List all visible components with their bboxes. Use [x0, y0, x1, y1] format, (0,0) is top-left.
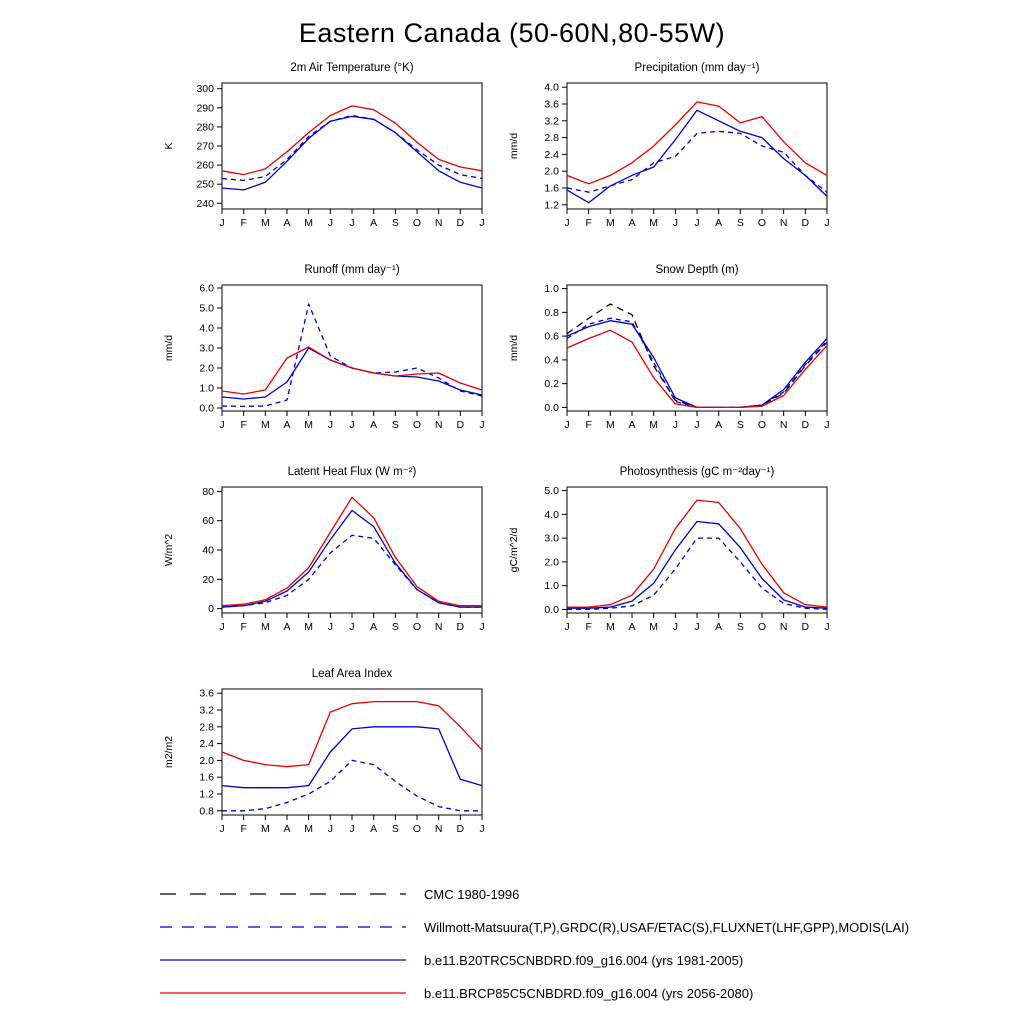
series-line-blue-solid	[222, 510, 482, 607]
x-tick-label: J	[349, 823, 355, 835]
x-tick-label: F	[240, 621, 247, 633]
y-tick-label: 300	[196, 83, 214, 96]
x-tick-label: S	[391, 621, 399, 633]
x-tick-label: J	[672, 419, 678, 431]
x-tick-label: J	[219, 419, 225, 431]
x-tick-label: J	[694, 217, 700, 229]
x-tick-label: O	[412, 823, 422, 835]
x-tick-label: J	[349, 419, 355, 431]
y-tick-label: 5.0	[544, 485, 559, 498]
y-tick-label: 3.2	[544, 115, 559, 128]
chart-latent-heat-flux-plot	[156, 461, 491, 657]
y-tick-label: 2.8	[544, 132, 559, 145]
x-tick-label: M	[304, 217, 314, 229]
chart-photosynthesis-title: Photosynthesis (gC m⁻²day⁻¹)	[619, 466, 775, 478]
x-tick-label: J	[694, 621, 700, 633]
y-tick-label: 0.8	[199, 805, 214, 818]
y-tick-label: 3.2	[199, 704, 214, 717]
chart-latent-heat-flux-ylabel: W/m^2	[163, 533, 175, 567]
y-tick-label: 3.0	[544, 532, 559, 545]
x-tick-label: J	[479, 419, 485, 431]
y-tick-label: 290	[196, 102, 214, 115]
chart-snow-depth-ylabel: mm/d	[508, 334, 520, 362]
x-tick-label: F	[240, 217, 247, 229]
chart-latent-heat-flux	[156, 461, 501, 659]
chart-leaf-area-index-plot	[156, 663, 491, 859]
y-tick-label: 2.0	[199, 754, 214, 767]
x-tick-label: A	[283, 823, 291, 835]
y-tick-label: 5.0	[199, 302, 214, 315]
chart-leaf-area-index-title: Leaf Area Index	[311, 668, 393, 680]
chart-air-temperature-title: 2m Air Temperature (°K)	[290, 62, 414, 74]
x-tick-label: J	[479, 217, 485, 229]
x-tick-label: J	[327, 823, 333, 835]
chart-runoff-ylabel: mm/d	[163, 334, 175, 362]
y-tick-label: 1.0	[199, 382, 214, 395]
x-tick-label: D	[801, 217, 810, 229]
y-tick-label: 3.0	[199, 342, 214, 355]
legend	[158, 885, 1024, 1002]
x-tick-label: N	[434, 621, 443, 633]
legend-line-blue-dashed-icon	[158, 921, 408, 933]
x-tick-label: O	[757, 217, 767, 229]
y-tick-label: 40	[202, 544, 214, 557]
x-tick-label: J	[327, 419, 333, 431]
chart-photosynthesis	[501, 461, 846, 659]
x-tick-label: N	[434, 217, 443, 229]
x-tick-label: F	[585, 217, 592, 229]
x-tick-label: A	[283, 217, 291, 229]
x-tick-label: M	[260, 419, 270, 431]
series-line-red-solid	[222, 497, 482, 605]
x-tick-label: M	[304, 823, 314, 835]
legend-label: CMC 1980-1996	[424, 886, 520, 902]
x-tick-label: N	[434, 823, 443, 835]
chart-air-temperature	[156, 57, 501, 255]
series-line-red-solid	[567, 330, 827, 407]
series-line-black-dashed	[567, 304, 827, 407]
y-tick-label: 1.0	[544, 580, 559, 593]
x-tick-label: S	[736, 419, 744, 431]
legend-item-blue-solid	[158, 951, 1024, 969]
series-line-blue-dashed	[222, 760, 482, 810]
x-tick-label: A	[628, 217, 636, 229]
x-tick-label: D	[801, 621, 810, 633]
legend-label: Willmott-Matsuura(T,P),GRDC(R),USAF/ETAC(S),FLUXNET(LHF,GPP),MODIS(LAI)	[424, 919, 910, 935]
legend-line-black-dashed-icon	[158, 888, 408, 900]
legend-label: b.e11.B20TRC5CNBDRD.f09_g16.004 (yrs 1981-2005)	[424, 952, 744, 968]
chart-air-temperature-plot	[156, 57, 491, 253]
chart-precipitation	[501, 57, 846, 255]
chart-photosynthesis-plot	[501, 461, 836, 657]
x-tick-label: N	[779, 419, 788, 431]
legend-item-blue-dashed	[158, 918, 1024, 936]
series-line-red-solid	[222, 347, 482, 394]
x-tick-label: J	[564, 217, 570, 229]
series-line-blue-solid	[222, 727, 482, 788]
x-tick-label: J	[694, 419, 700, 431]
y-tick-label: 250	[196, 178, 214, 191]
x-tick-label: M	[649, 217, 659, 229]
x-tick-label: O	[757, 419, 767, 431]
x-tick-label: J	[327, 217, 333, 229]
y-tick-label: 1.6	[199, 771, 214, 784]
y-tick-label: 1.2	[199, 788, 214, 801]
x-tick-label: J	[219, 621, 225, 633]
x-tick-label: D	[456, 419, 465, 431]
chart-runoff-plot	[156, 259, 491, 455]
y-tick-label: 0.2	[544, 378, 559, 391]
chart-precipitation-title: Precipitation (mm day⁻¹)	[634, 62, 760, 74]
x-tick-label: O	[757, 621, 767, 633]
y-tick-label: 0.4	[544, 354, 559, 367]
x-tick-label: N	[779, 621, 788, 633]
series-line-red-solid	[567, 500, 827, 607]
x-tick-label: J	[327, 621, 333, 633]
x-tick-label: J	[824, 621, 830, 633]
x-tick-label: O	[412, 419, 422, 431]
chart-leaf-area-index	[156, 663, 501, 861]
x-tick-label: O	[412, 217, 422, 229]
x-tick-label: F	[585, 419, 592, 431]
x-tick-label: D	[456, 823, 465, 835]
x-tick-label: J	[479, 621, 485, 633]
y-tick-label: 0.0	[544, 603, 559, 616]
series-line-blue-dashed	[222, 535, 482, 607]
y-tick-label: 0.0	[544, 401, 559, 414]
x-tick-label: M	[260, 621, 270, 633]
x-tick-label: J	[564, 419, 570, 431]
y-tick-label: 2.4	[199, 738, 214, 751]
x-tick-label: A	[370, 217, 378, 229]
x-tick-label: A	[283, 419, 291, 431]
chart-leaf-area-index-ylabel: m2/m2	[163, 735, 175, 769]
chart-snow-depth-title: Snow Depth (m)	[655, 264, 739, 276]
chart-precipitation-plot	[501, 57, 836, 253]
y-tick-label: 280	[196, 121, 214, 134]
x-tick-label: M	[304, 419, 314, 431]
legend-line-blue-solid-icon	[158, 954, 408, 966]
x-tick-label: F	[240, 419, 247, 431]
series-line-blue-solid	[567, 321, 827, 408]
y-tick-label: 2.0	[544, 165, 559, 178]
x-tick-label: J	[824, 217, 830, 229]
x-tick-label: J	[219, 217, 225, 229]
y-tick-label: 270	[196, 140, 214, 153]
x-tick-label: A	[370, 823, 378, 835]
x-tick-label: J	[672, 621, 678, 633]
x-tick-label: A	[715, 217, 723, 229]
page-title: Eastern Canada (50-60N,80-55W)	[298, 18, 726, 48]
x-tick-label: N	[434, 419, 443, 431]
x-tick-label: A	[715, 621, 723, 633]
y-tick-label: 60	[202, 515, 214, 528]
x-tick-label: S	[391, 217, 399, 229]
x-tick-label: J	[479, 823, 485, 835]
y-tick-label: 2.0	[544, 556, 559, 569]
x-tick-label: M	[605, 217, 615, 229]
y-tick-label: 6.0	[199, 282, 214, 295]
x-tick-label: N	[779, 217, 788, 229]
chart-runoff-title: Runoff (mm day⁻¹)	[304, 264, 400, 276]
x-tick-label: M	[260, 823, 270, 835]
legend-line-red-solid-icon	[158, 987, 408, 999]
legend-item-red-solid	[158, 984, 1024, 1002]
x-tick-label: A	[715, 419, 723, 431]
y-tick-label: 4.0	[199, 322, 214, 335]
series-line-blue-dashed	[567, 538, 827, 609]
y-tick-label: 0	[208, 603, 214, 616]
x-tick-label: M	[605, 621, 615, 633]
y-tick-label: 4.0	[544, 81, 559, 94]
chart-photosynthesis-ylabel: gC/m^2/d	[508, 527, 520, 573]
charts-grid	[156, 57, 1024, 861]
y-tick-label: 3.6	[199, 687, 214, 700]
y-tick-label: 2.0	[199, 362, 214, 375]
y-tick-label: 0.6	[544, 330, 559, 343]
y-tick-label: 20	[202, 573, 214, 586]
series-line-blue-solid	[222, 116, 482, 189]
series-line-red-solid	[222, 702, 482, 767]
x-tick-label: A	[370, 419, 378, 431]
x-tick-label: S	[736, 621, 744, 633]
x-tick-label: M	[605, 419, 615, 431]
chart-snow-depth-plot	[501, 259, 836, 455]
x-tick-label: D	[456, 217, 465, 229]
x-tick-label: A	[283, 621, 291, 633]
chart-precipitation-ylabel: mm/d	[508, 132, 520, 160]
y-tick-label: 1.2	[544, 199, 559, 212]
series-line-red-solid	[567, 102, 827, 184]
y-tick-label: 240	[196, 197, 214, 210]
x-tick-label: M	[649, 419, 659, 431]
x-tick-label: J	[219, 823, 225, 835]
x-tick-label: S	[391, 823, 399, 835]
x-tick-label: A	[370, 621, 378, 633]
x-tick-label: J	[824, 419, 830, 431]
y-tick-label: 0.8	[544, 306, 559, 319]
x-tick-label: A	[628, 419, 636, 431]
x-tick-label: D	[456, 621, 465, 633]
x-tick-label: M	[304, 621, 314, 633]
x-tick-label: D	[801, 419, 810, 431]
x-tick-label: J	[349, 621, 355, 633]
chart-snow-depth	[501, 259, 846, 457]
y-tick-label: 3.6	[544, 98, 559, 111]
y-tick-label: 2.4	[544, 148, 559, 161]
y-tick-label: 1.0	[544, 283, 559, 296]
chart-latent-heat-flux-title: Latent Heat Flux (W m⁻²)	[287, 466, 417, 478]
x-tick-label: A	[628, 621, 636, 633]
y-tick-label: 260	[196, 159, 214, 172]
x-tick-label: S	[736, 217, 744, 229]
y-tick-label: 0.0	[199, 402, 214, 415]
legend-label: b.e11.BRCP85C5CNBDRD.f09_g16.004 (yrs 2056-2080)	[424, 985, 754, 1001]
x-tick-label: J	[564, 621, 570, 633]
x-tick-label: J	[349, 217, 355, 229]
x-tick-label: M	[649, 621, 659, 633]
x-tick-label: F	[585, 621, 592, 633]
x-tick-label: M	[260, 217, 270, 229]
y-tick-label: 80	[202, 485, 214, 498]
x-tick-label: S	[391, 419, 399, 431]
x-tick-label: F	[240, 823, 247, 835]
chart-runoff	[156, 259, 501, 457]
x-tick-label: J	[672, 217, 678, 229]
y-tick-label: 2.8	[199, 721, 214, 734]
y-tick-label: 4.0	[544, 508, 559, 521]
x-tick-label: O	[412, 621, 422, 633]
legend-item-black-dashed	[158, 885, 1024, 903]
y-tick-label: 1.6	[544, 182, 559, 195]
chart-air-temperature-ylabel: K	[163, 142, 175, 150]
